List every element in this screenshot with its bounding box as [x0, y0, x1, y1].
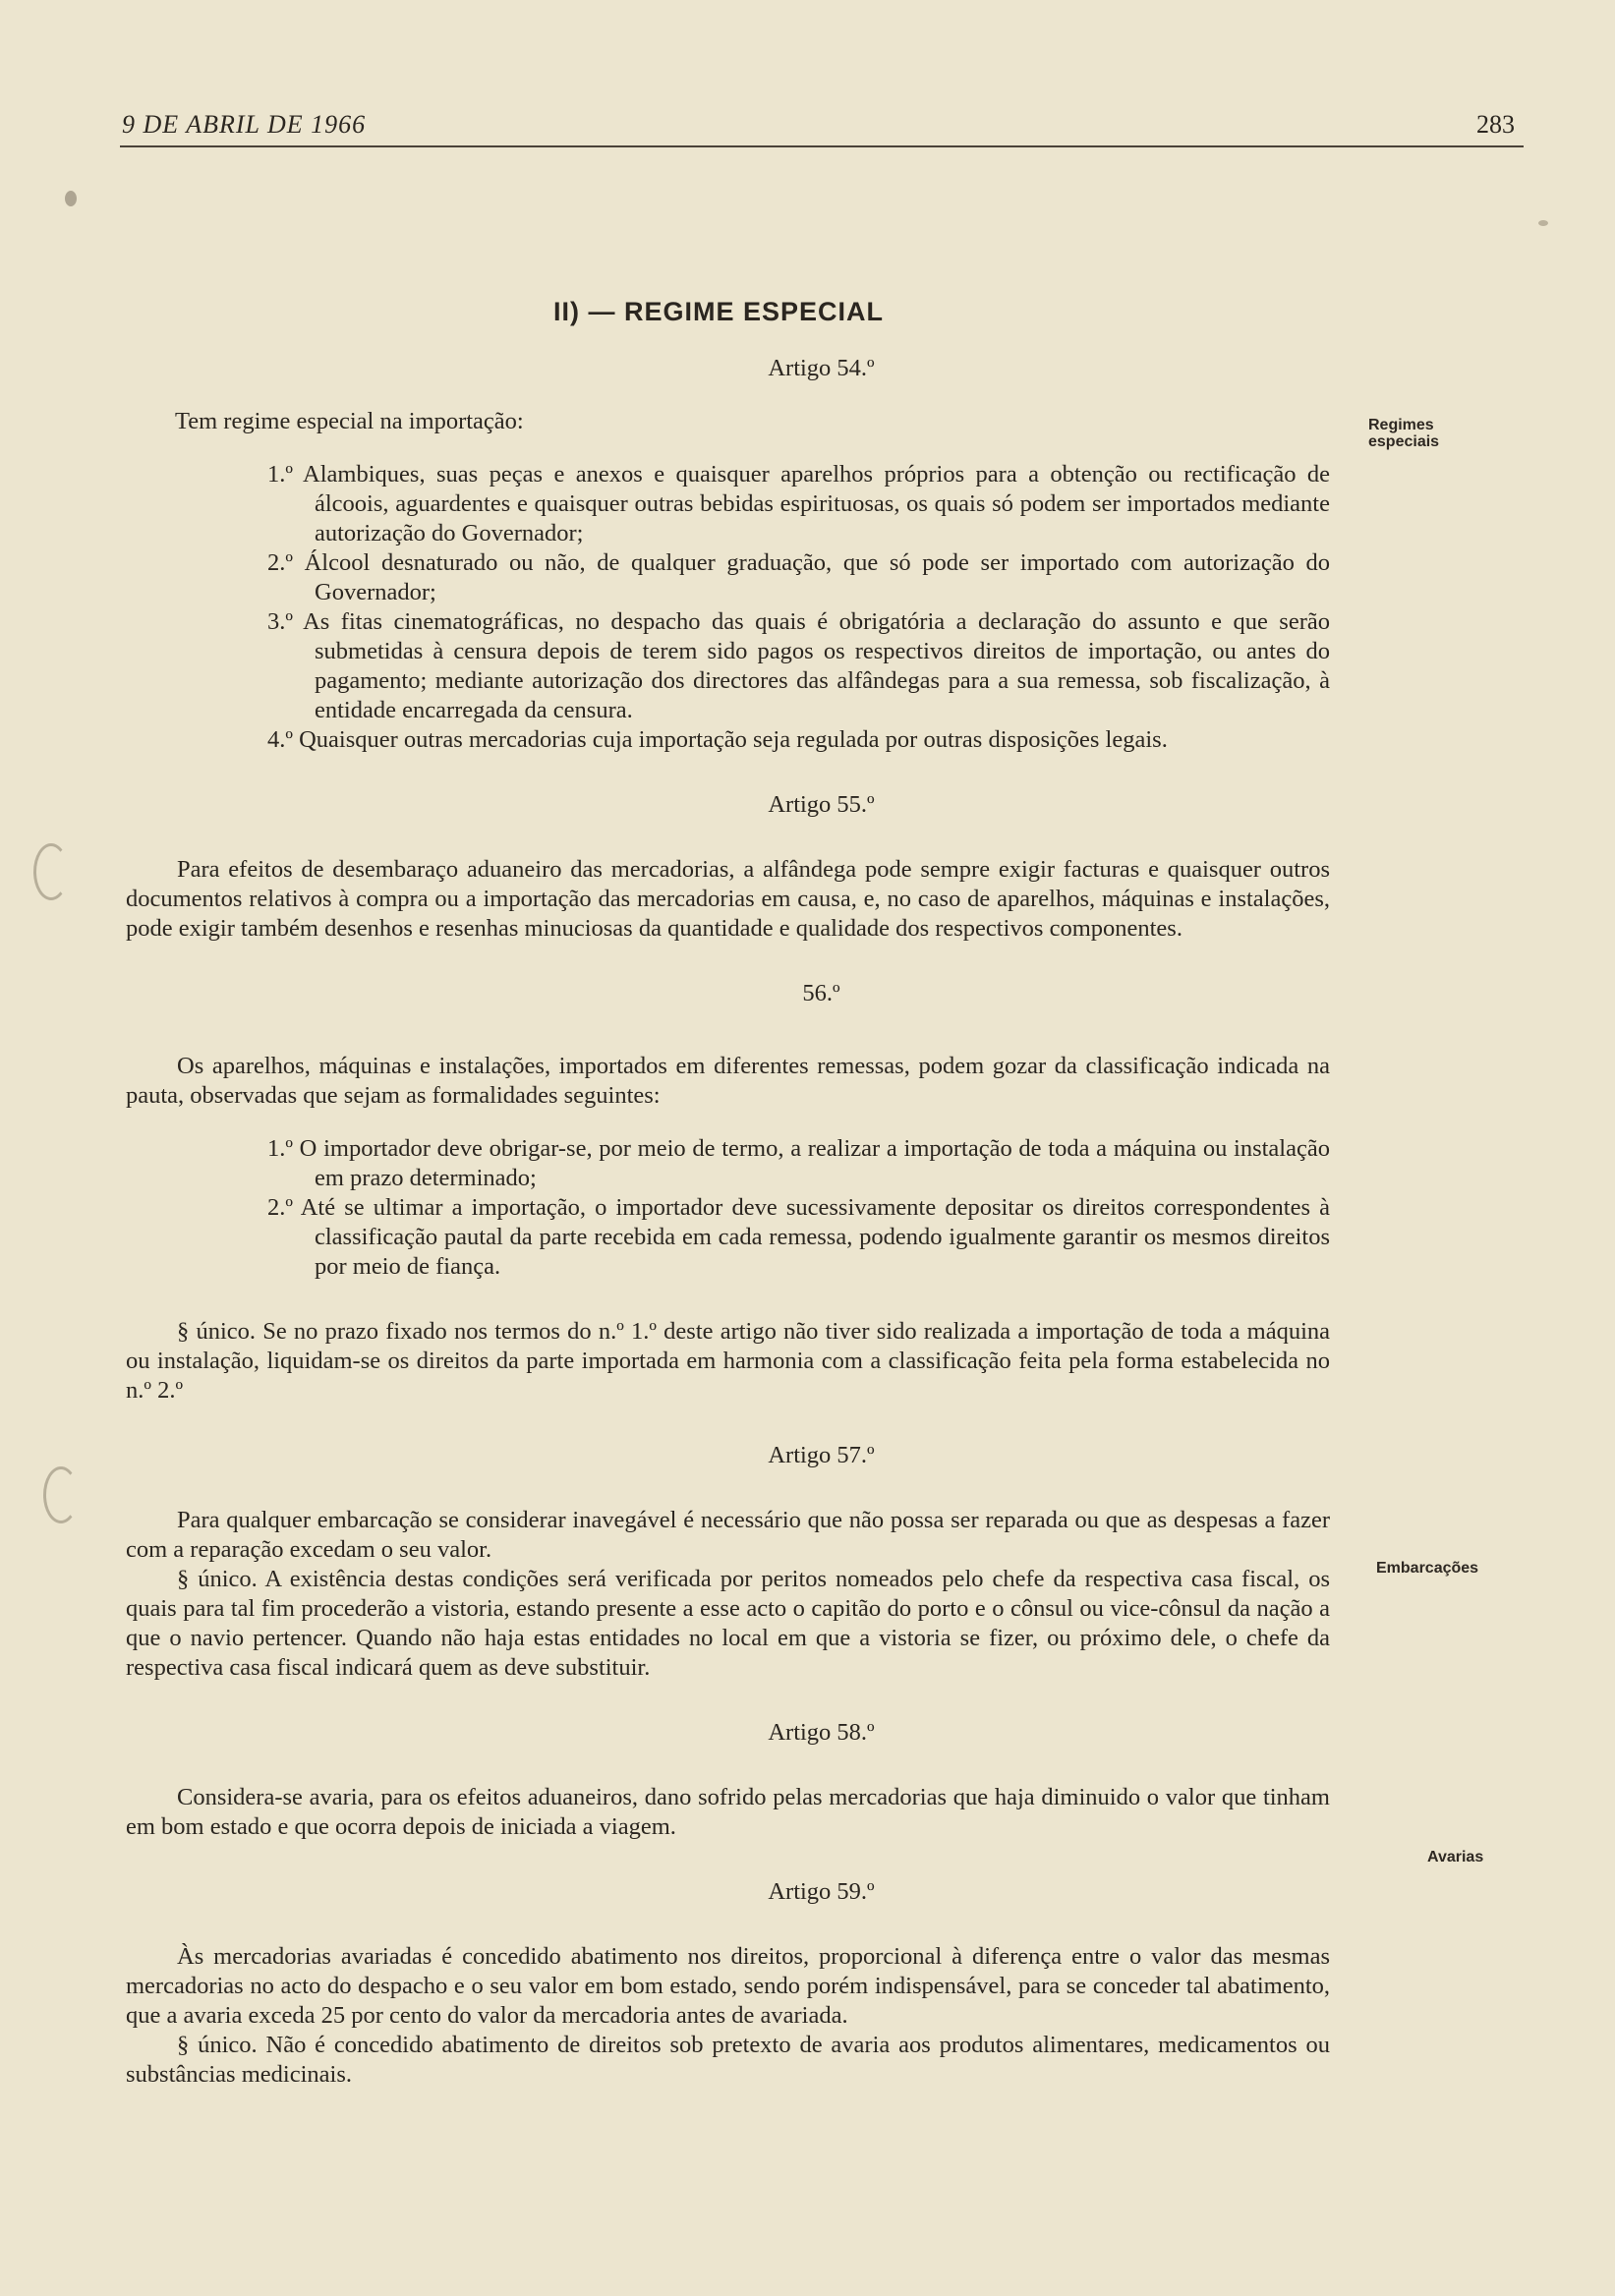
article-heading: Artigo 57.º — [768, 1442, 875, 1468]
list-item: 1.º O importador deve obrigar-se, por meio de termo, a realizar a importação de toda a máquina ou instalação em prazo determinado; — [267, 1135, 1330, 1191]
paragraph: Tem regime especial na importação: — [175, 408, 524, 434]
paragraph: § único. A existência destas condições será verificada por peritos nomeados pelo chefe da respectiva casa fiscal, os quais para tal fim procederão a vistoria, estando presente a esse acto o capitão do porto e o cônsul ou vice-cônsul da nação a que o navio pertencer. Quando não haja estas entidades no local em que a vistoria se fizer, ou próximo dele, o chefe da respectiva casa fiscal indicará quem as deve substituir. — [126, 1566, 1330, 1681]
paragraph: § único. Não é concedido abatimento de direitos sob pretexto de avaria aos produtos alimentares, medicamentos ou substâncias medicinais. — [126, 2032, 1330, 2088]
article-heading: 56.º — [802, 980, 840, 1006]
article-heading: Artigo 58.º — [768, 1719, 875, 1746]
paragraph: Para efeitos de desembaraço aduaneiro das mercadorias, a alfândega pode sempre exigir facturas e quaisquer outros documentos relativos à compra ou a importação das mercadorias em causa, e, no caso de aparelhos, máquinas e instalações, pode exigir também desenhos e resenhas minuciosas da quantidade e qualidade dos respectivos componentes. — [126, 856, 1330, 942]
margin-note-embarcacoes: Embarcações — [1376, 1560, 1479, 1577]
paper-speck — [65, 191, 77, 206]
list-item: 2.º Álcool desnaturado ou não, de qualquer graduação, que só pode ser importado com autorização do Governador; — [267, 549, 1330, 605]
binder-hole-mark — [33, 843, 69, 900]
page-number: 283 — [1476, 110, 1515, 139]
article-heading: Artigo 59.º — [768, 1878, 875, 1905]
paragraph: Considera-se avaria, para os efeitos aduaneiros, dano sofrido pelas mercadorias que haja diminuido o valor que tinham em bom estado e que ocorra depois de iniciada a viagem. — [126, 1784, 1330, 1840]
header-date: 9 DE ABRIL DE 1966 — [122, 110, 367, 139]
paragraph: Para qualquer embarcação se considerar inavegável é necessário que não possa ser reparada ou que as despesas a fazer com a reparação excedam o seu valor. — [126, 1507, 1330, 1563]
article-heading: Artigo 55.º — [768, 791, 875, 818]
binder-hole-mark — [43, 1466, 79, 1523]
article-heading: Artigo 54.º — [768, 355, 875, 381]
list-item: 2.º Até se ultimar a importação, o importador deve sucessivamente depositar os direitos correspondentes à classificação pautal da parte recebida em cada remessa, podendo igualmente garantir os mesmos direitos por meio de fiança. — [267, 1194, 1330, 1280]
list-item: 4.º Quaisquer outras mercadorias cuja importação seja regulada por outras disposições legais. — [267, 726, 1168, 753]
document-body — [126, 354, 1330, 2090]
section-title: II) — REGIME ESPECIAL — [552, 297, 885, 326]
paragraph: Os aparelhos, máquinas e instalações, importados em diferentes remessas, podem gozar da classificação indicada na pauta, observadas que sejam as formalidades seguintes: — [126, 1053, 1330, 1109]
margin-note-avarias: Avarias — [1427, 1849, 1484, 1866]
paragraph: Às mercadorias avariadas é concedido abatimento nos direitos, proporcional à diferença entre o valor das mesmas mercadorias no acto do despacho e o seu valor em bom estado, sendo porém indispensável, para se conceder tal abatimento, que a avaria exceda 25 por cento do valor da mercadoria antes de avariada. — [126, 1943, 1330, 2029]
margin-note-regimes: Regimes especiais — [1368, 417, 1440, 450]
list-item: 3.º As fitas cinematográficas, no despacho das quais é obrigatória a declaração do assunto e que serão submetidas à censura depois de terem sido pagos os respectivos direitos de importação, ou antes do pagamento; mediante autorização dos directores das alfândegas para a sua remessa, sob fiscalização, à entidade encarregada da censura. — [267, 608, 1330, 723]
paper-speck — [1538, 220, 1548, 226]
list-item: 1.º Alambiques, suas peças e anexos e quaisquer aparelhos próprios para a obtenção ou rectificação de álcoois, aguardentes e quaisquer outras bebidas espirituosas, os quais só podem ser importados mediante autorização do Governador; — [267, 461, 1330, 546]
paragraph: § único. Se no prazo fixado nos termos do n.º 1.º deste artigo não tiver sido realizada a importação de toda a máquina ou instalação, liquidam-se os direitos da parte importada em harmonia com a classificação feita pela forma estabelecida no n.º 2.º — [126, 1318, 1330, 1404]
header-rule — [120, 145, 1524, 147]
